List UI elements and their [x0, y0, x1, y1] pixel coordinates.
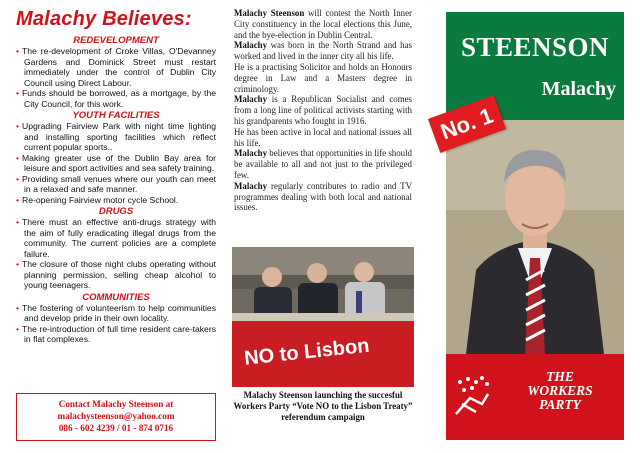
section-title-redevelopment: REDEVELOPMENT: [73, 35, 159, 46]
list-item: • The closure of those night clubs operating without planning permission, selling cheap alcohol to young teenagers.: [16, 259, 216, 291]
contact-phone: 086 - 602 4239 / 01 - 874 0716: [58, 423, 174, 433]
section-title-drugs: DRUGS: [98, 206, 134, 217]
starry-plough-icon: [452, 374, 492, 418]
list-item: • Re-opening Fairview motor cycle School.: [16, 195, 216, 206]
communities-list: [16, 303, 216, 345]
list-item: • The re-development of Croke Villas, O'Devanney Gardens and Dominick Street must restart immediately under the control of Dublin City Council using Direct Labour.: [16, 46, 216, 88]
policy-column: [16, 8, 216, 444]
contact-email-link[interactable]: malachysteenson@yahoo.com: [57, 411, 175, 421]
candidate-firstname: Malachy: [541, 78, 616, 100]
banner-text: NO to Lisbon: [243, 334, 371, 370]
party-name-line: PARTY: [539, 397, 581, 412]
bio-paragraph: Malachy believes that opportunities in life should be available to all and not just to the privileged few.: [234, 148, 412, 180]
bio-paragraph: Malachy is a Republican Socialist and comes from a long line of political activists starting with his grandparents who fought in 1916.: [234, 94, 412, 126]
bio-paragraph: He has been active in local and national issues all his life.: [234, 126, 412, 148]
bio-paragraph: Malachy Steenson will contest the North Inner City constituency in the local elections this June, and the bye-election in Dublin Central.: [234, 8, 412, 40]
bio-paragraph: Malachy was born in the North Strand and has worked and lived in the inner city all his life.: [234, 40, 412, 62]
party-name-line: WORKERS: [527, 383, 593, 398]
number-one-badge: No. 1: [428, 95, 506, 153]
redevelopment-list: [16, 46, 216, 109]
bio-paragraph: He is a practising Solicitor and holds an Honours degree in Law and a Masters degree in criminology.: [234, 61, 412, 94]
contact-box: [16, 393, 216, 441]
drugs-list: [16, 217, 216, 291]
bio-paragraph: Malachy regularly contributes to radio and TV programmes dealing with both local and national issues.: [234, 180, 412, 213]
section-title-youth: YOUTH FACILITIES: [72, 110, 160, 121]
party-name-line: THE: [546, 369, 574, 384]
youth-list: [16, 121, 216, 205]
contact-line: Contact Malachy Steenson at: [58, 399, 174, 409]
candidate-surname: STEENSON: [460, 32, 610, 62]
list-item: • Upgrading Fairview Park with night time lighting and installing sporting facilities which reflect current popular sports..: [16, 121, 216, 153]
candidate-portrait: [446, 120, 624, 354]
bio-column: [234, 8, 412, 213]
section-title-communities: COMMUNITIES: [82, 291, 150, 303]
photo-caption: Malachy Steenson launching the succesful Workers Party “Vote NO to the Lisbon Treaty” referendum campaign: [233, 390, 413, 422]
list-item: • Making greater use of the Dublin Bay area for leisure and sport activities and sea safety training.: [16, 153, 216, 174]
list-item: • Providing small venues where our youth can meet in a relaxed and safe manner.: [16, 174, 216, 195]
campaign-launch-photo: [232, 247, 414, 387]
party-logo-text: [505, 370, 615, 412]
policy-heading: Malachy Believes:: [16, 8, 192, 30]
list-item: • The fostering of volunteerism to help communities and develop pride in their own locality.: [16, 303, 216, 324]
list-item: • There must an effective anti-drugs strategy with the aim of fully eradicating illegal drugs from the community. The current policies are a complete failure.: [16, 217, 216, 259]
list-item: • Funds should be borrowed, as a mortgage, by the City Council, for this work.: [16, 88, 216, 109]
list-item: • The re-introduction of full time resident care-takers in flat complexes.: [16, 324, 216, 345]
